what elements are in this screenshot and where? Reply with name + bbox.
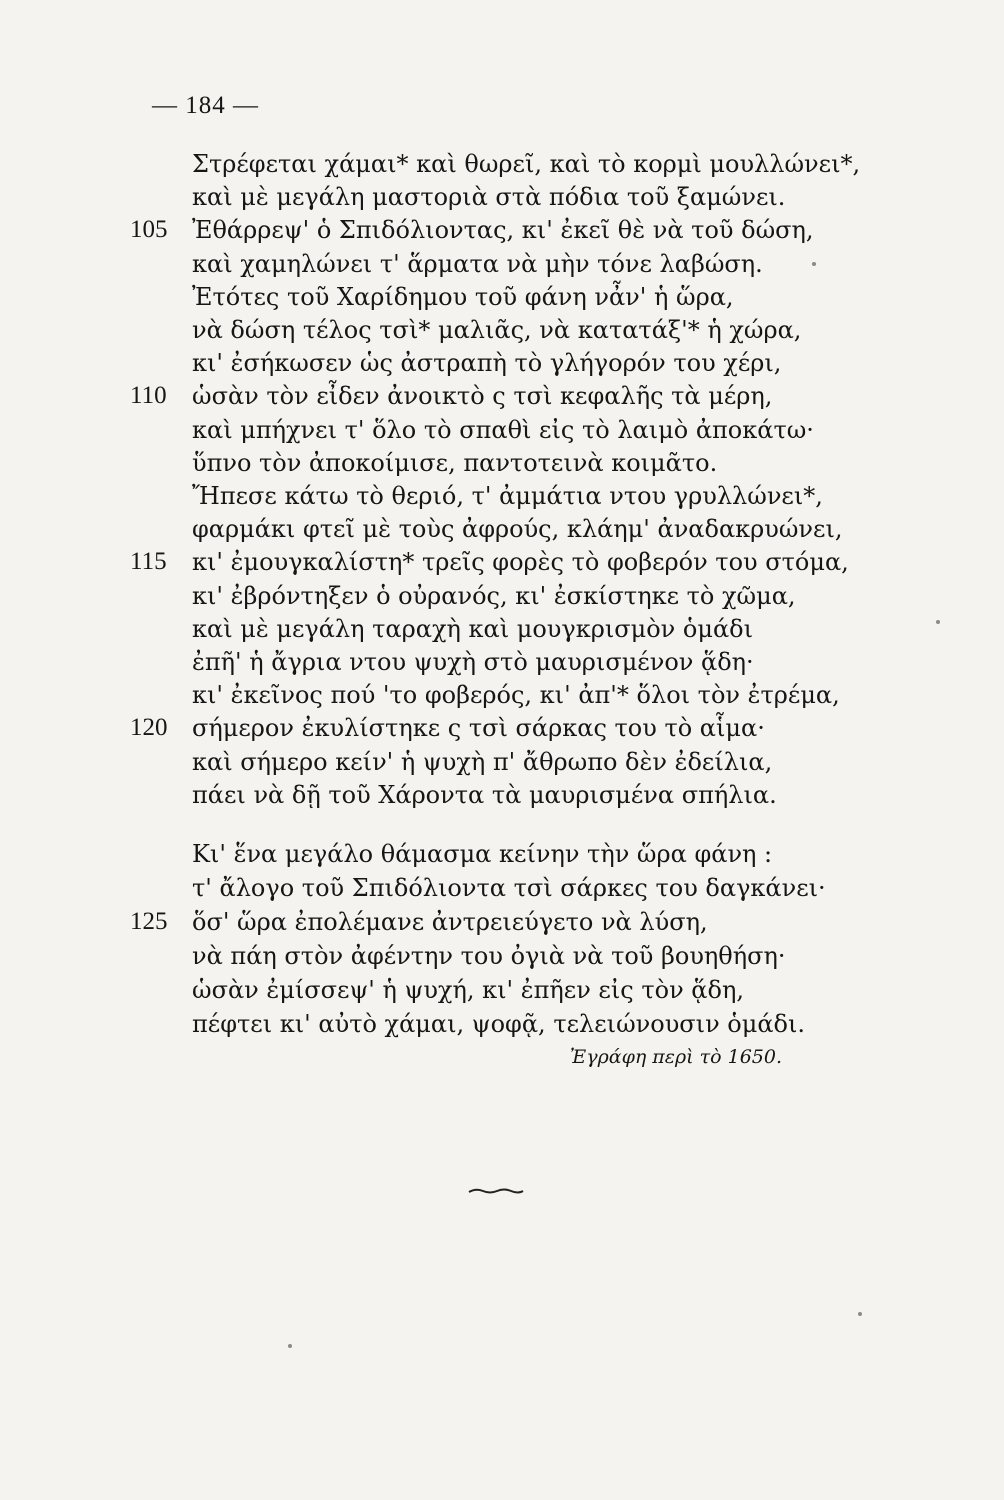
attribution: Ἐγράφη περὶ τὸ 1650. <box>570 1046 783 1068</box>
verse-line: κι' ἐμουγκαλίστη* τρεῖς φορὲς τὸ φοβερόν του στόμα, <box>192 548 849 577</box>
verse-line: καὶ μὲ μεγάλη ταραχὴ καὶ μουγκρισμὸν ὁμάδι <box>192 614 754 643</box>
verse-line: Ἐθάρρεψ' ὁ Σπιδόλιοντας, κι' ἐκεῖ θὲ νὰ τοῦ δώση, <box>192 216 814 245</box>
verse-line: ὡσὰν τὸν εἶδεν ἀνοικτὸ ς τσὶ κεφαλῆς τὰ μέρη, <box>192 382 773 411</box>
verse-line: καὶ σήμερο κείν' ἡ ψυχὴ π' ἄθρωπο δὲν ἐδείλια, <box>192 747 773 776</box>
paper-speck <box>858 1312 862 1316</box>
verse-line: νὰ δώση τέλος τσὶ* μαλιᾶς, νὰ κατατάξ'* ἡ χώρα, <box>192 316 802 344</box>
verse-line: καὶ μπήχνει τ' ὅλο τὸ σπαθὶ εἰς τὸ λαιμὸ ἀποκάτω· <box>192 415 814 444</box>
verse-number: 125 <box>130 908 168 935</box>
verse-number: 110 <box>130 382 167 410</box>
verse-line: Κι' ἕνα μεγάλο θάμασμα κείνην τὴν ὥρα φάνη : <box>192 840 773 868</box>
verse-line: κι' ἐσήκωσεν ὡς ἀστραπὴ τὸ γλήγορόν του χέρι, <box>192 349 782 378</box>
verse-line: Ἐτότες τοῦ Χαρίδημου τοῦ φάνη νἆν' ἡ ὥρα, <box>192 282 734 311</box>
verse-number: 120 <box>130 714 168 742</box>
verse-line: ὅσ' ὥρα ἐπολέμανε ἀντρειεύγετο νὰ λύση, <box>192 908 708 936</box>
verse-line: Ἤπεσε κάτω τὸ θεριό, τ' ἀμμάτια ντου γρυλλώνει*, <box>192 482 823 510</box>
verse-line: ὡσὰν ἐμίσσεψ' ἡ ψυχή, κι' ἐπῆεν εἰς τὸν ᾅδη, <box>192 976 744 1004</box>
verse-line: πάει νὰ δῇ τοῦ Χάροντα τὰ μαυρισμένα σπήλια. <box>192 780 777 809</box>
verse-line: τ' ἄλογο τοῦ Σπιδόλιοντα τσὶ σάρκες του δαγκάνει· <box>192 874 826 902</box>
verse-line: Στρέφεται χάμαι* καὶ θωρεῖ, καὶ τὸ κορμὶ μουλλώνει*, <box>192 150 861 178</box>
verse-line: πέφτει κι' αὐτὸ χάμαι, ψοφᾷ, τελειώνουσιν ὁμάδι. <box>192 1010 806 1038</box>
verse-line: κι' ἐκεῖνος πού 'το φοβερός, κι' ἀπ'* ὅλοι τὸν ἐτρέμα, <box>192 681 840 710</box>
verse-line: ἐπῆ' ἡ ἄγρια ντου ψυχὴ στὸ μαυρισμένον ᾅδη· <box>192 648 754 676</box>
verse-line: σήμερον ἐκυλίστηκε ς τσὶ σάρκας του τὸ αἷμα· <box>192 714 765 743</box>
paper-speck <box>936 620 940 624</box>
verse-line: νὰ πάη στὸν ἀφέντην του ὀγιὰ νὰ τοῦ βουηθήση· <box>192 942 786 970</box>
verse-line: κι' ἐβρόντηξεν ὁ οὐρανός, κι' ἐσκίστηκε τὸ χῶμα, <box>192 581 796 610</box>
verse-line: φαρμάκι φτεῖ μὲ τοὺς ἀφρούς, κλάημ' ἀναδακρυώνει, <box>192 515 843 544</box>
verse-number: 105 <box>130 216 168 244</box>
closing-ornament <box>468 1186 524 1196</box>
page-number: — 184 — <box>152 92 259 119</box>
verse-line: καὶ μὲ μεγάλη μαστοριὰ στὰ πόδια τοῦ ξαμώνει. <box>192 183 786 212</box>
verse-line: καὶ χαμηλώνει τ' ἅρματα νὰ μὴν τόνε λαβώση. <box>192 249 763 278</box>
verse-line: ὕπνο τὸν ἀποκοίμισε, παντοτεινὰ κοιμᾶτο. <box>192 448 718 477</box>
verse-number: 115 <box>130 548 167 576</box>
paper-speck <box>288 1344 292 1348</box>
paper-speck <box>812 262 816 266</box>
